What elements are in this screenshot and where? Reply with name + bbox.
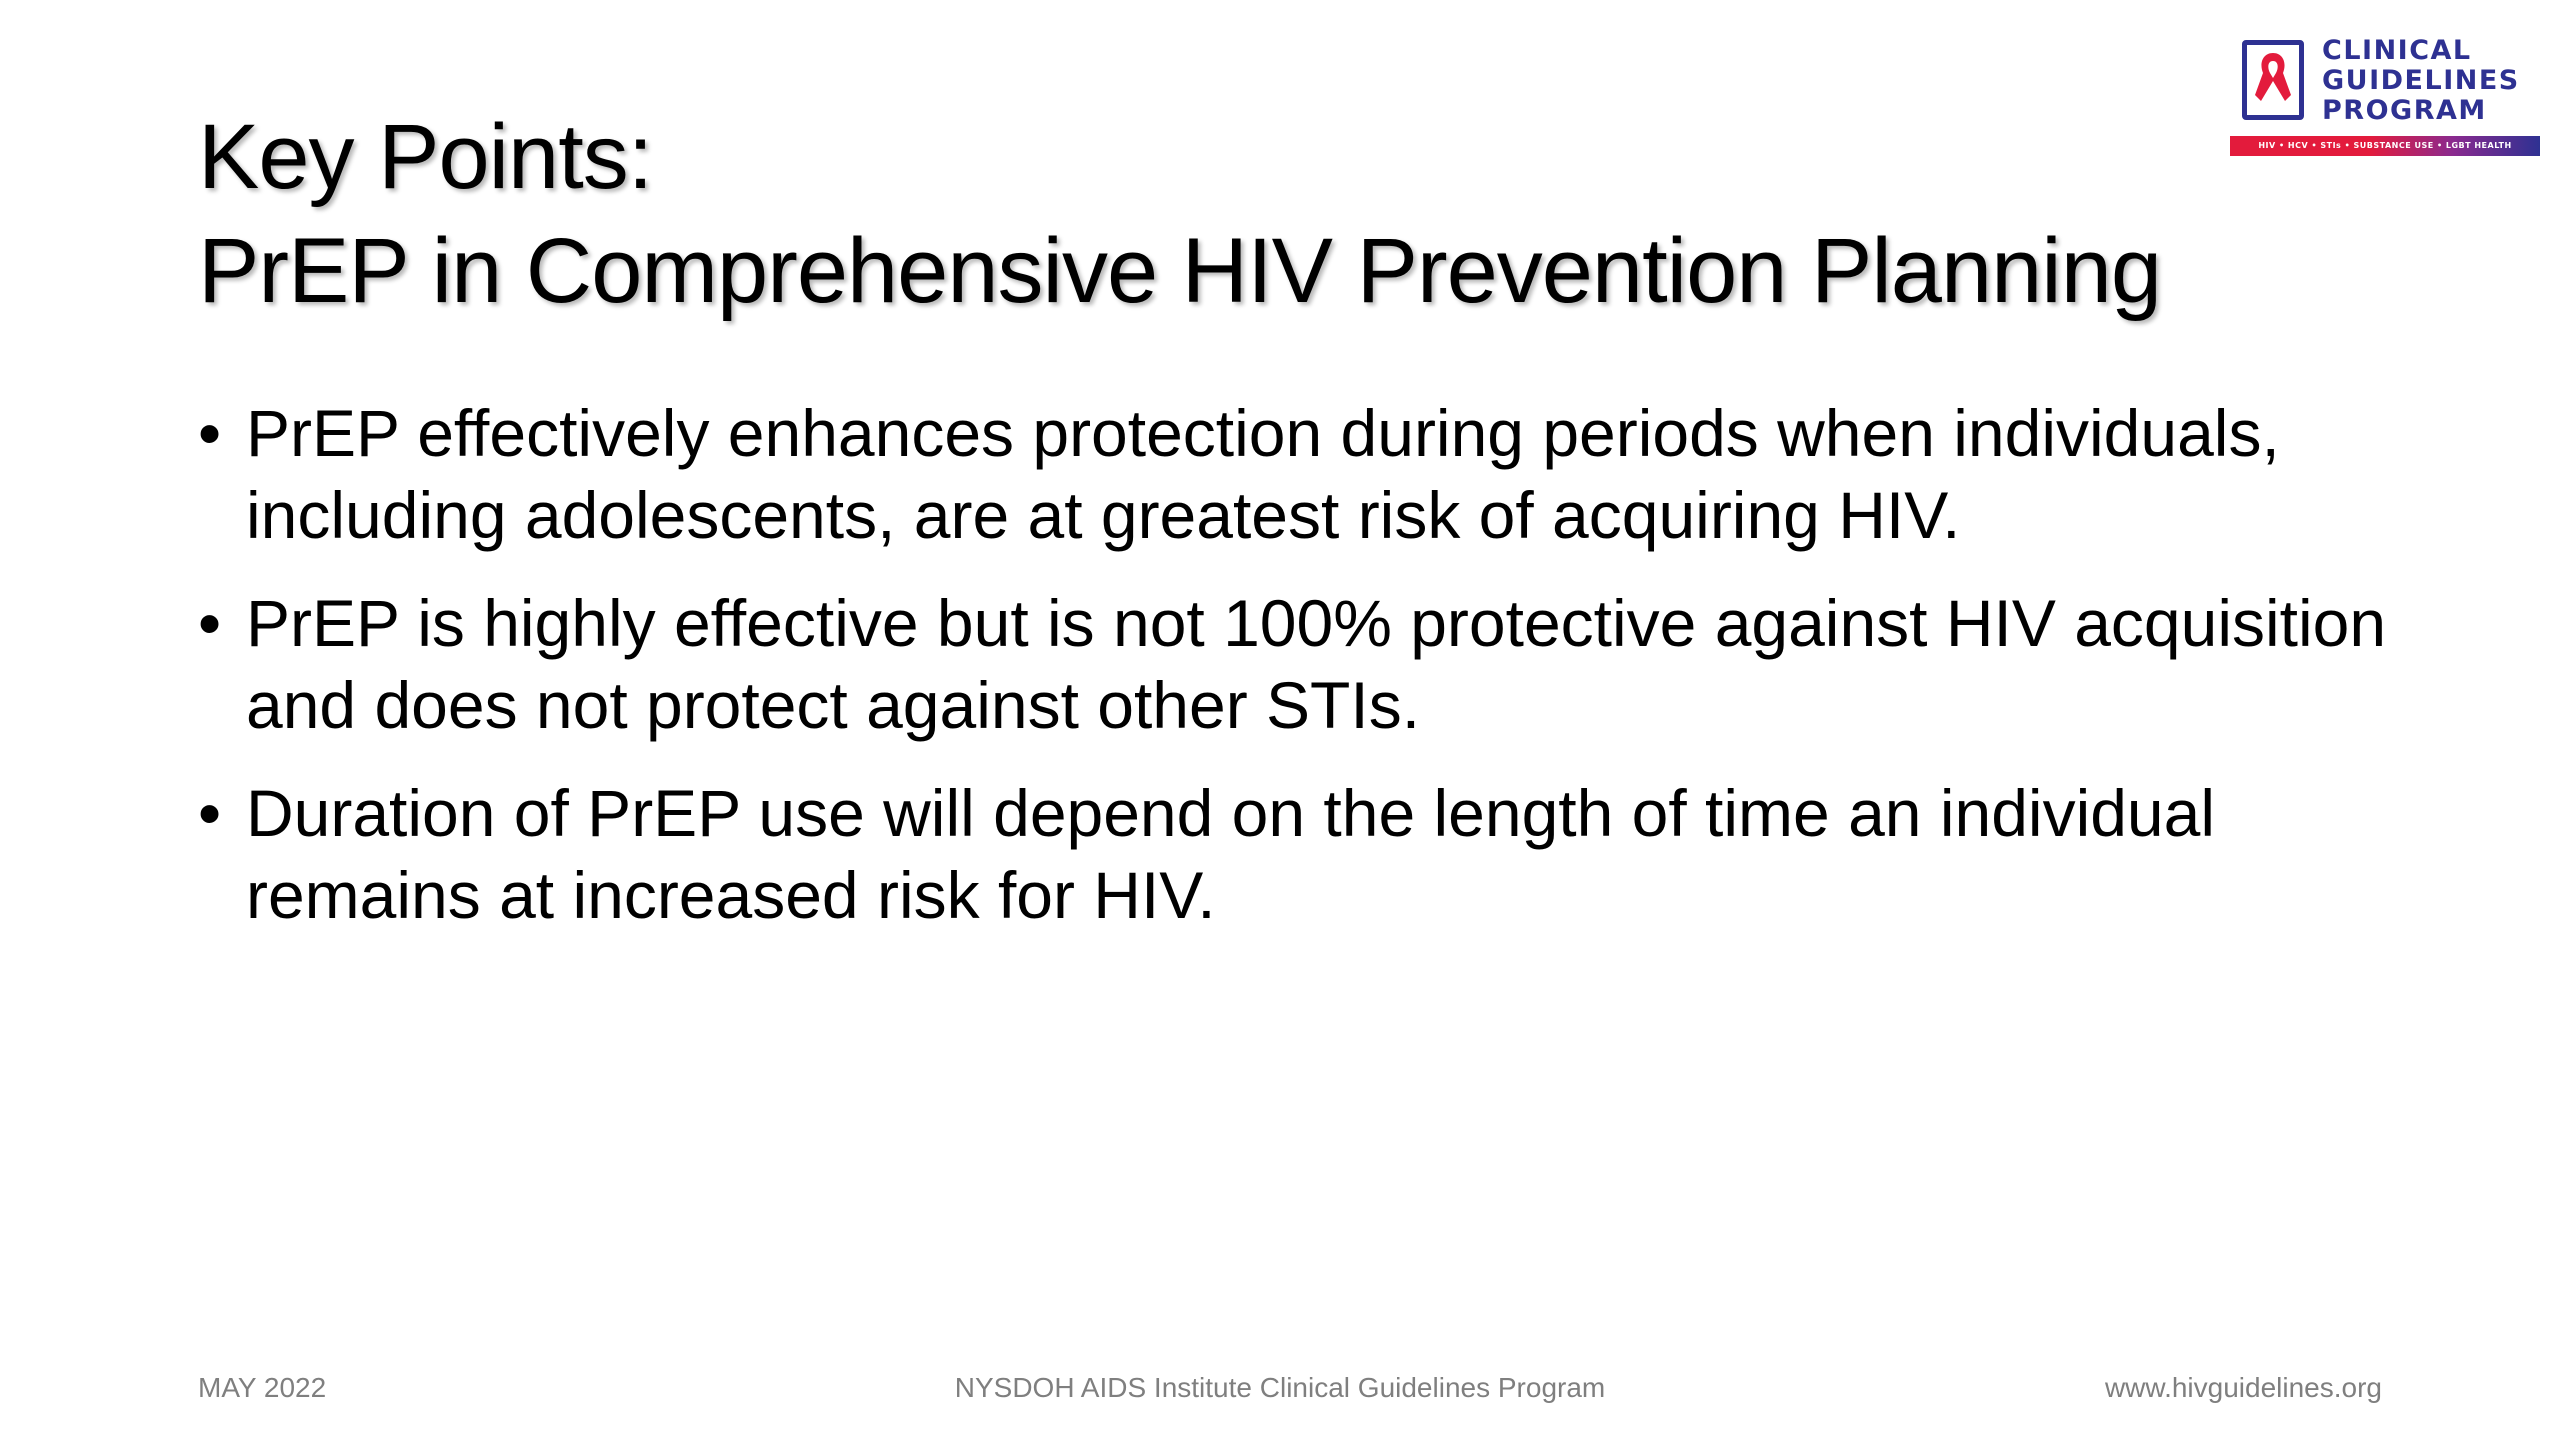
slide-title-line-1: Key Points: xyxy=(198,106,653,208)
footer-date: MAY 2022 xyxy=(198,1372,327,1403)
logo-tagline-band: HIV • HCV • STIs • SUBSTANCE USE • LGBT HEALTH xyxy=(2230,136,2540,156)
slide-title xyxy=(198,100,2198,328)
footer-website: www.hivguidelines.org xyxy=(2104,1372,2382,1403)
logo-line-1: CLINICAL xyxy=(2322,35,2472,66)
bullet-item xyxy=(198,392,2418,556)
bullet-item xyxy=(198,772,2418,936)
slide-title-line-2: PrEP in Comprehensive HIV Prevention Planning xyxy=(198,220,2162,322)
logo-line-2: GUIDELINES xyxy=(2322,65,2520,96)
bullet-dot-icon: • xyxy=(198,776,222,850)
logo-line-3: PROGRAM xyxy=(2322,95,2487,126)
logo-frame xyxy=(2242,40,2304,120)
bullet-text: PrEP effectively enhances protection during periods when individuals, including adolescents, are at greatest risk of acquiring HIV. xyxy=(246,396,2280,552)
bullet-dot-icon: • xyxy=(198,396,222,470)
bullet-dot-icon: • xyxy=(198,586,222,660)
red-ribbon-icon xyxy=(2247,45,2299,115)
logo-wordmark xyxy=(2322,36,2520,126)
footer-program: NYSDOH AIDS Institute Clinical Guidelines Program xyxy=(954,1372,1606,1403)
bullet-text: Duration of PrEP use will depend on the length of time an individual remains at increased risk for HIV. xyxy=(246,776,2216,932)
bullet-text: PrEP is highly effective but is not 100% protective against HIV acquisition and does not protect against other STIs. xyxy=(246,586,2387,742)
key-points-list xyxy=(198,392,2418,962)
clinical-guidelines-program-logo xyxy=(2230,36,2540,160)
bullet-item xyxy=(198,582,2418,746)
